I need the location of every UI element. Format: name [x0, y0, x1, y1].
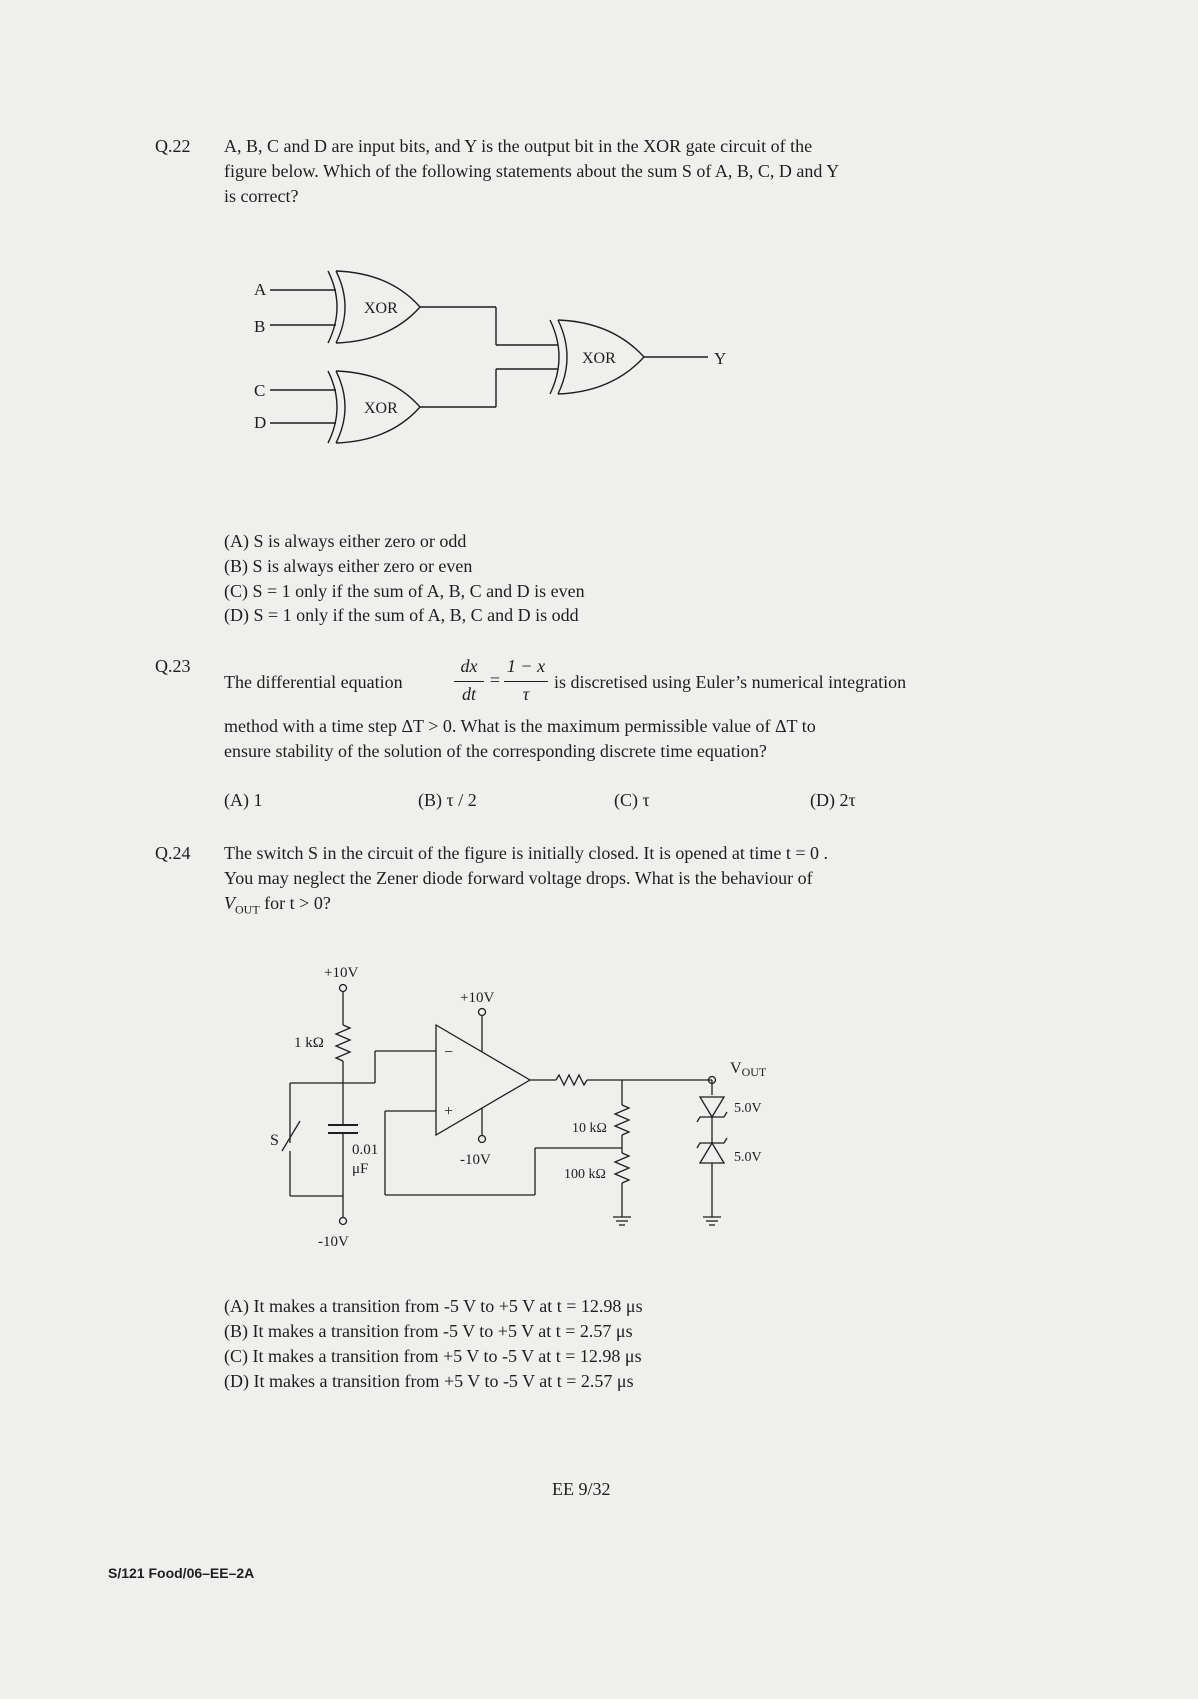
q23-text-line3: ensure stability of the solution of the corresponding discrete time equation?: [224, 741, 767, 761]
q24-option-b: (B) It makes a transition from -5 V to +5 V at t = 2.57 μs: [224, 1321, 633, 1341]
capacitor-unit-label: μF: [352, 1161, 369, 1177]
supply-minus-10v-bottom: -10V: [318, 1234, 349, 1250]
zener-1-label: 5.0V: [734, 1101, 762, 1116]
q23-text-line2: method with a time step ΔT > 0. What is the maximum permissible value of ΔT to: [224, 716, 816, 736]
ground-symbol-1: [613, 1217, 631, 1225]
q22-option-c: (C) S = 1 only if the sum of A, B, C and D is even: [224, 581, 585, 601]
q24-option-d: (D) It makes a transition from +5 V to -5 V at t = 2.57 μs: [224, 1371, 634, 1391]
q22-text-line3: is correct?: [224, 186, 299, 206]
q24-vout-subscript: OUT: [235, 902, 260, 917]
output-label-y: Y: [714, 349, 727, 368]
q23-frac2-numerator: 1 − x: [506, 656, 546, 676]
resistor-10k: [615, 1105, 629, 1135]
input-label-d: D: [254, 413, 267, 432]
xor-gate-2-label: XOR: [364, 400, 398, 417]
zener-opamp-circuit-figure: [260, 955, 840, 1255]
q23-option-c: (C) τ: [614, 790, 650, 810]
q24-text-line1: The switch S in the circuit of the figure is initially closed. It is opened at time t = 0 .: [224, 843, 829, 863]
input-label-c: C: [254, 381, 266, 400]
q22-number: Q.22: [155, 136, 191, 156]
vout-symbol: V: [730, 1060, 742, 1077]
switch-s-label: S: [270, 1132, 279, 1149]
xor-gate-3: [550, 320, 644, 394]
footer-code: S/121 Food/06–EE–2A: [108, 1565, 255, 1581]
input-label-a: A: [254, 280, 267, 299]
zener-diode-2: [697, 1138, 727, 1163]
resistor-100k: [615, 1153, 629, 1183]
vout-subscript: OUT: [741, 1065, 767, 1079]
q23-option-d: (D) 2τ: [810, 790, 856, 810]
q24-option-c: (C) It makes a transition from +5 V to -5 V at t = 12.98 μs: [224, 1346, 642, 1366]
q24-option-a: (A) It makes a transition from -5 V to +5 V at t = 12.98 μs: [224, 1296, 643, 1316]
q23-frac2-denominator: τ: [522, 684, 530, 704]
q24-vout-symbol: V: [224, 893, 235, 913]
q23-frac1-numerator: dx: [460, 656, 478, 676]
vout-label: [730, 1060, 767, 1079]
q23-frac1-denominator: dt: [461, 684, 476, 704]
zener-2-label: 5.0V: [734, 1150, 762, 1165]
resistor-1k: [336, 1025, 350, 1061]
supply-plus-10v-left: +10V: [324, 965, 359, 981]
xor-gate-1-label: XOR: [364, 300, 398, 317]
switch-s: [282, 1121, 300, 1151]
q23-number: Q.23: [155, 656, 191, 676]
q22-option-a: (A) S is always either zero or odd: [224, 531, 467, 551]
xor-gate-circuit-figure: [240, 265, 740, 445]
q23-frac2-bar: [504, 681, 548, 682]
page-number: EE 9/32: [552, 1479, 611, 1499]
opamp-minus-sign: −: [444, 1044, 454, 1061]
q23-option-a: (A) 1: [224, 790, 263, 810]
supply-plus-10v-opamp: +10V: [460, 990, 495, 1006]
capacitor-value-label: 0.01: [352, 1142, 379, 1158]
xor-gate-1: [328, 271, 420, 343]
resistor-1k-label: 1 kΩ: [294, 1035, 324, 1051]
q23-text-post: is discretised using Euler’s numerical integration: [554, 672, 907, 692]
xor-gate-2: [328, 371, 420, 443]
q24-number: Q.24: [155, 843, 191, 863]
output-series-resistor: [556, 1075, 587, 1085]
input-label-b: B: [254, 317, 266, 336]
q24-text-line2: You may neglect the Zener diode forward voltage drops. What is the behaviour of: [224, 868, 813, 888]
resistor-10k-label: 10 kΩ: [572, 1121, 607, 1136]
resistor-100k-label: 100 kΩ: [564, 1167, 606, 1182]
q22-text-line2: figure below. Which of the following statements about the sum S of A, B, C, D and Y: [224, 161, 840, 181]
opamp-plus-sign: +: [444, 1103, 454, 1120]
q23-text-pre: The differential equation: [224, 672, 403, 692]
q23-equals: =: [489, 670, 501, 690]
q24-text-line3: [224, 891, 331, 923]
q23-option-b: (B) τ / 2: [418, 790, 477, 810]
ground-symbol-2: [703, 1217, 721, 1225]
q22-option-b: (B) S is always either zero or even: [224, 556, 473, 576]
supply-minus-10v-opamp: -10V: [460, 1152, 491, 1168]
q24-text-line3-rest: for t > 0?: [259, 893, 331, 913]
q22-text-line1: A, B, C and D are input bits, and Y is the output bit in the XOR gate circuit of the: [224, 136, 813, 156]
q23-frac1-bar: [454, 681, 484, 682]
xor-gate-3-label: XOR: [582, 350, 616, 367]
q22-option-d: (D) S = 1 only if the sum of A, B, C and D is odd: [224, 605, 579, 625]
